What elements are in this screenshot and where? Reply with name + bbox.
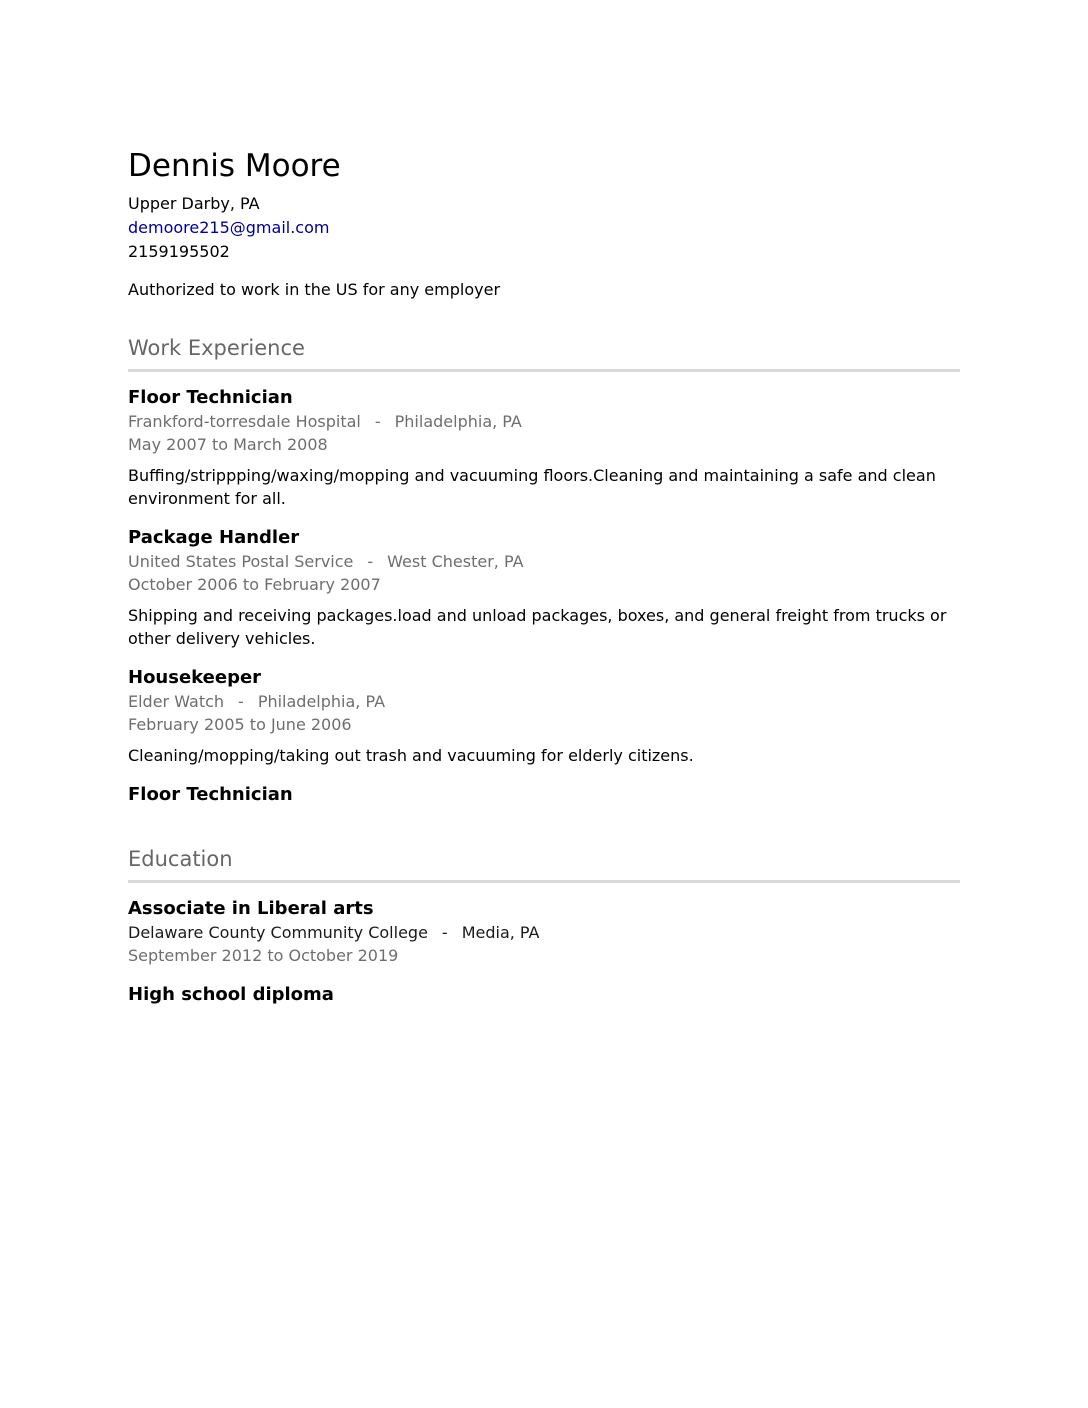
- job-company-line: [128, 550, 960, 573]
- degree-title: Associate in Liberal arts: [128, 898, 374, 919]
- job-location: Philadelphia, PA: [394, 412, 522, 431]
- job-description: Cleaning/mopping/taking out trash and vacuuming for elderly citizens.: [128, 746, 694, 765]
- job-company-line: [128, 410, 960, 433]
- section-divider: [128, 369, 960, 372]
- job-entry: [128, 666, 960, 767]
- job-entry: [128, 783, 960, 807]
- job-company: Frankford-torresdale Hospital: [128, 412, 361, 431]
- email-link[interactable]: demoore215@gmail.com: [128, 218, 330, 237]
- job-dates: October 2006 to February 2007: [128, 575, 381, 594]
- contact-block: [128, 192, 960, 264]
- job-dates: February 2005 to June 2006: [128, 715, 352, 734]
- meta-separator: -: [367, 552, 374, 571]
- education-heading: Education: [128, 847, 233, 871]
- job-location: West Chester, PA: [387, 552, 524, 571]
- job-company: United States Postal Service: [128, 552, 354, 571]
- school-line: [128, 921, 960, 944]
- work-experience-heading: Work Experience: [128, 336, 305, 360]
- phone-text: 2159195502: [128, 242, 230, 261]
- job-title: Package Handler: [128, 527, 300, 548]
- job-description: Shipping and receiving packages.load and unload packages, boxes, and general freight from trucks or other delivery vehicles.: [128, 606, 947, 648]
- job-title: Floor Technician: [128, 387, 293, 408]
- job-company-line: [128, 690, 960, 713]
- education-entry: [128, 897, 960, 967]
- job-company: Elder Watch: [128, 692, 225, 711]
- job-entry: [128, 386, 960, 510]
- school-name: Delaware County Community College: [128, 923, 428, 942]
- resume-page: [128, 146, 960, 1007]
- meta-separator: -: [374, 412, 381, 431]
- degree-title: High school diploma: [128, 984, 334, 1005]
- work-authorization: Authorized to work in the US for any employer: [128, 280, 501, 299]
- school-location: Media, PA: [461, 923, 540, 942]
- location-text: Upper Darby, PA: [128, 194, 260, 213]
- meta-separator: -: [238, 692, 244, 711]
- candidate-name: Dennis Moore: [128, 148, 341, 184]
- meta-separator: -: [441, 923, 448, 942]
- education-section: [128, 844, 960, 1007]
- job-title: Floor Technician: [128, 784, 293, 805]
- work-experience-section: [128, 333, 960, 807]
- section-divider: [128, 880, 960, 883]
- education-dates: September 2012 to October 2019: [128, 946, 399, 965]
- job-title: Housekeeper: [128, 667, 262, 688]
- job-entry: [128, 526, 960, 650]
- job-description: Buffing/strippping/waxing/mopping and vacuuming floors.Cleaning and maintaining a safe and clean environment for all.: [128, 466, 936, 508]
- education-entry: [128, 983, 960, 1007]
- job-dates: May 2007 to March 2008: [128, 435, 328, 454]
- job-location: Philadelphia, PA: [257, 692, 386, 711]
